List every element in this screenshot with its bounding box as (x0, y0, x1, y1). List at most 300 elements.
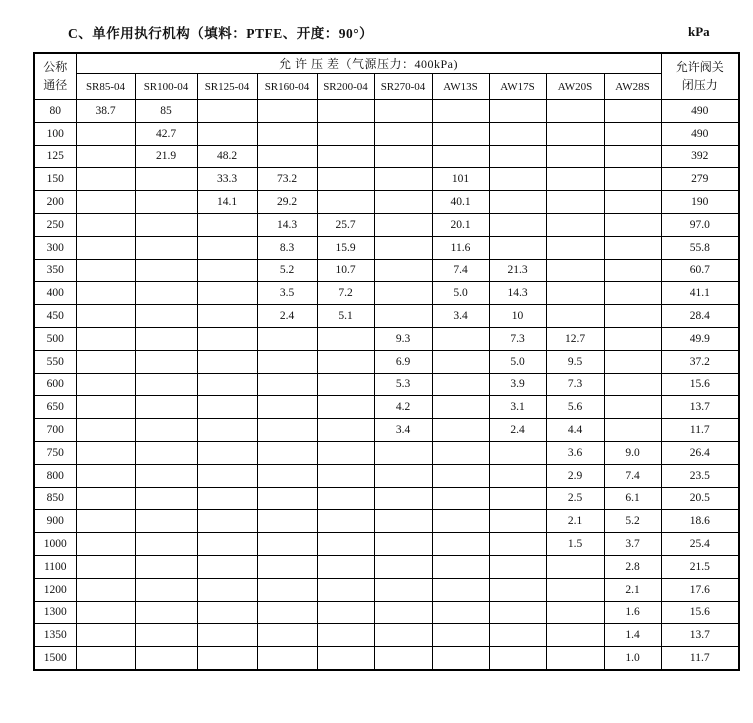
pressure-diff-cell: 11.6 (432, 236, 489, 259)
pressure-diff-cell (257, 601, 317, 624)
pressure-diff-cell (432, 533, 489, 556)
pressure-diff-cell: 9.3 (374, 327, 432, 350)
table-row (34, 396, 739, 419)
pressure-diff-cell: 6.9 (374, 350, 432, 373)
pressure-diff-cell (135, 464, 197, 487)
pressure-diff-cell (76, 373, 135, 396)
pressure-diff-cell (604, 213, 661, 236)
pressure-diff-cell (197, 396, 257, 419)
pressure-diff-cell (76, 213, 135, 236)
pressure-diff-cell (432, 373, 489, 396)
pressure-diff-cell: 29.2 (257, 191, 317, 214)
pressure-diff-cell (257, 533, 317, 556)
pressure-diff-cell (76, 419, 135, 442)
pressure-diff-cell (257, 464, 317, 487)
pressure-diff-cell (197, 487, 257, 510)
nominal-diameter-cell: 1000 (34, 533, 76, 556)
pressure-diff-cell (374, 168, 432, 191)
pressure-diff-cell (317, 396, 374, 419)
closing-pressure-cell: 279 (661, 168, 739, 191)
closing-pressure-cell: 490 (661, 122, 739, 145)
table-row (34, 122, 739, 145)
pressure-diff-cell (257, 555, 317, 578)
pressure-diff-cell (374, 236, 432, 259)
pressure-diff-cell (374, 578, 432, 601)
pressure-diff-cell (432, 487, 489, 510)
closing-pressure-cell: 190 (661, 191, 739, 214)
pressure-diff-cell (489, 533, 546, 556)
nominal-diameter-cell: 650 (34, 396, 76, 419)
pressure-diff-cell (197, 578, 257, 601)
pressure-diff-cell (257, 100, 317, 123)
pressure-diff-cell (135, 259, 197, 282)
pressure-table (33, 52, 740, 671)
pressure-diff-cell: 25.7 (317, 213, 374, 236)
pressure-diff-cell (604, 327, 661, 350)
pressure-diff-cell (432, 441, 489, 464)
pressure-diff-cell (317, 578, 374, 601)
pressure-diff-cell (257, 487, 317, 510)
pressure-diff-cell (374, 122, 432, 145)
closing-pressure-cell: 15.6 (661, 373, 739, 396)
pressure-diff-cell (135, 213, 197, 236)
actuator-model-header-row (34, 74, 739, 100)
closing-pressure-cell: 97.0 (661, 213, 739, 236)
closing-pressure-cell: 20.5 (661, 487, 739, 510)
table-row (34, 555, 739, 578)
pressure-diff-cell (374, 145, 432, 168)
pressure-diff-cell (604, 122, 661, 145)
pressure-diff-cell (135, 578, 197, 601)
pressure-diff-cell (604, 145, 661, 168)
pressure-diff-cell (374, 259, 432, 282)
table-row (34, 236, 739, 259)
pressure-diff-cell (76, 282, 135, 305)
table-row (34, 327, 739, 350)
pressure-diff-cell (76, 578, 135, 601)
pressure-diff-cell: 10 (489, 305, 546, 328)
pressure-diff-cell (135, 396, 197, 419)
closing-pressure-cell: 41.1 (661, 282, 739, 305)
pressure-diff-cell (76, 396, 135, 419)
pressure-diff-cell: 5.1 (317, 305, 374, 328)
pressure-diff-cell (489, 578, 546, 601)
nominal-diameter-cell: 80 (34, 100, 76, 123)
pressure-diff-cell (197, 213, 257, 236)
table-row (34, 100, 739, 123)
pressure-diff-cell: 1.6 (604, 601, 661, 624)
pressure-diff-cell: 15.9 (317, 236, 374, 259)
pressure-table-body (34, 100, 739, 670)
pressure-diff-cell: 33.3 (197, 168, 257, 191)
nominal-diameter-cell: 350 (34, 259, 76, 282)
table-row (34, 419, 739, 442)
pressure-diff-cell (489, 624, 546, 647)
pressure-diff-cell (432, 624, 489, 647)
pressure-diff-cell (374, 100, 432, 123)
pressure-diff-cell (197, 100, 257, 123)
pressure-diff-cell (546, 601, 604, 624)
pressure-diff-cell (135, 441, 197, 464)
column-header-sr200-04: SR200-04 (317, 74, 374, 100)
closing-pressure-cell: 15.6 (661, 601, 739, 624)
pressure-diff-cell (317, 373, 374, 396)
pressure-diff-cell (604, 419, 661, 442)
pressure-diff-cell: 3.7 (604, 533, 661, 556)
pressure-diff-cell (135, 487, 197, 510)
pressure-diff-cell (76, 145, 135, 168)
pressure-diff-cell: 5.0 (432, 282, 489, 305)
table-row (34, 601, 739, 624)
pressure-diff-cell (135, 510, 197, 533)
pressure-diff-cell (546, 578, 604, 601)
pressure-diff-cell: 5.0 (489, 350, 546, 373)
table-row (34, 350, 739, 373)
pressure-diff-cell (489, 464, 546, 487)
pressure-diff-cell: 8.3 (257, 236, 317, 259)
header-closing-pressure (661, 53, 739, 100)
pressure-diff-cell (76, 533, 135, 556)
pressure-diff-cell (197, 419, 257, 442)
pressure-diff-cell (197, 259, 257, 282)
column-header-aw13s: AW13S (432, 74, 489, 100)
nominal-diameter-cell: 250 (34, 213, 76, 236)
pressure-diff-cell (76, 510, 135, 533)
pressure-diff-cell (76, 305, 135, 328)
pressure-diff-cell (604, 100, 661, 123)
pressure-diff-cell: 3.9 (489, 373, 546, 396)
column-header-sr100-04: SR100-04 (135, 74, 197, 100)
section-title: C、单作用执行机构（填料：PTFE、开度：90°） (68, 26, 374, 41)
closing-pressure-cell: 11.7 (661, 419, 739, 442)
pressure-diff-cell (76, 441, 135, 464)
pressure-diff-cell (257, 578, 317, 601)
closing-pressure-cell: 17.6 (661, 578, 739, 601)
pressure-diff-cell: 5.2 (257, 259, 317, 282)
pressure-diff-cell (546, 122, 604, 145)
pressure-diff-cell (317, 419, 374, 442)
pressure-diff-cell (489, 441, 546, 464)
pressure-diff-cell (197, 510, 257, 533)
table-row (34, 533, 739, 556)
pressure-diff-cell (257, 145, 317, 168)
pressure-diff-cell: 101 (432, 168, 489, 191)
column-header-sr270-04: SR270-04 (374, 74, 432, 100)
pressure-diff-cell (374, 647, 432, 670)
table-row (34, 282, 739, 305)
pressure-diff-cell (197, 533, 257, 556)
pressure-diff-cell: 3.1 (489, 396, 546, 419)
title-bar (0, 20, 753, 44)
pressure-diff-cell (546, 213, 604, 236)
pressure-diff-cell (257, 327, 317, 350)
pressure-diff-cell (489, 191, 546, 214)
pressure-diff-cell (317, 624, 374, 647)
pressure-diff-cell (374, 282, 432, 305)
pressure-diff-cell (432, 419, 489, 442)
header-closing-pressure-line2: 闭压力 (681, 77, 718, 92)
nominal-diameter-cell: 700 (34, 419, 76, 442)
pressure-diff-cell (432, 578, 489, 601)
pressure-diff-cell (489, 145, 546, 168)
nominal-diameter-cell: 1300 (34, 601, 76, 624)
pressure-diff-cell (604, 373, 661, 396)
pressure-diff-cell: 1.0 (604, 647, 661, 670)
nominal-diameter-cell: 450 (34, 305, 76, 328)
pressure-diff-cell: 2.1 (546, 510, 604, 533)
pressure-diff-cell (489, 510, 546, 533)
nominal-diameter-cell: 750 (34, 441, 76, 464)
table-row (34, 145, 739, 168)
pressure-diff-cell (546, 168, 604, 191)
header-row-top (34, 53, 739, 74)
pressure-diff-cell: 5.3 (374, 373, 432, 396)
pressure-diff-cell: 21.3 (489, 259, 546, 282)
pressure-diff-cell (489, 555, 546, 578)
pressure-diff-cell (257, 373, 317, 396)
nominal-diameter-cell: 850 (34, 487, 76, 510)
pressure-diff-cell: 42.7 (135, 122, 197, 145)
pressure-diff-cell (432, 555, 489, 578)
pressure-diff-cell (432, 510, 489, 533)
pressure-diff-cell (546, 259, 604, 282)
pressure-diff-cell (374, 533, 432, 556)
nominal-diameter-cell: 1500 (34, 647, 76, 670)
pressure-diff-cell (197, 373, 257, 396)
pressure-diff-cell (374, 213, 432, 236)
column-header-aw28s: AW28S (604, 74, 661, 100)
nominal-diameter-cell: 1350 (34, 624, 76, 647)
header-closing-pressure-line1: 允许阀关 (675, 60, 724, 75)
pressure-diff-cell (76, 624, 135, 647)
pressure-diff-cell (546, 305, 604, 328)
pressure-diff-cell: 7.4 (604, 464, 661, 487)
pressure-diff-cell (489, 213, 546, 236)
pressure-diff-cell (135, 168, 197, 191)
pressure-diff-cell (374, 555, 432, 578)
closing-pressure-cell: 13.7 (661, 624, 739, 647)
pressure-diff-cell (135, 419, 197, 442)
pressure-diff-cell (317, 191, 374, 214)
pressure-diff-cell (257, 350, 317, 373)
pressure-diff-cell (76, 259, 135, 282)
pressure-diff-cell (374, 305, 432, 328)
pressure-diff-cell (135, 236, 197, 259)
table-row (34, 168, 739, 191)
pressure-diff-cell (546, 282, 604, 305)
table-row (34, 305, 739, 328)
table-row (34, 647, 739, 670)
pressure-diff-cell: 38.7 (76, 100, 135, 123)
pressure-diff-cell (489, 236, 546, 259)
closing-pressure-cell: 55.8 (661, 236, 739, 259)
pressure-diff-cell (604, 259, 661, 282)
pressure-diff-cell (317, 145, 374, 168)
pressure-diff-cell (317, 601, 374, 624)
pressure-diff-cell (257, 647, 317, 670)
pressure-diff-cell (76, 168, 135, 191)
pressure-diff-cell (317, 555, 374, 578)
pressure-diff-cell (135, 624, 197, 647)
pressure-diff-cell (317, 168, 374, 191)
pressure-diff-cell (489, 122, 546, 145)
table-row (34, 510, 739, 533)
pressure-diff-cell (135, 373, 197, 396)
nominal-diameter-cell: 150 (34, 168, 76, 191)
pressure-diff-cell: 73.2 (257, 168, 317, 191)
pressure-diff-cell: 2.9 (546, 464, 604, 487)
pressure-diff-cell (197, 236, 257, 259)
pressure-diff-cell (317, 464, 374, 487)
pressure-diff-cell (604, 350, 661, 373)
pressure-diff-cell (489, 647, 546, 670)
pressure-diff-cell: 5.6 (546, 396, 604, 419)
pressure-diff-cell (374, 487, 432, 510)
closing-pressure-cell: 60.7 (661, 259, 739, 282)
table-row (34, 373, 739, 396)
pressure-diff-cell (432, 145, 489, 168)
pressure-diff-cell (76, 464, 135, 487)
pressure-diff-cell: 20.1 (432, 213, 489, 236)
pressure-diff-cell: 9.5 (546, 350, 604, 373)
pressure-diff-cell (76, 555, 135, 578)
pressure-diff-cell (489, 487, 546, 510)
closing-pressure-cell: 26.4 (661, 441, 739, 464)
nominal-diameter-cell: 600 (34, 373, 76, 396)
pressure-diff-cell (76, 122, 135, 145)
closing-pressure-cell: 11.7 (661, 647, 739, 670)
pressure-diff-cell (489, 168, 546, 191)
pressure-diff-cell: 1.4 (604, 624, 661, 647)
pressure-diff-cell (374, 510, 432, 533)
table-row (34, 213, 739, 236)
nominal-diameter-cell: 900 (34, 510, 76, 533)
pressure-diff-cell (546, 647, 604, 670)
pressure-diff-cell (374, 191, 432, 214)
pressure-diff-cell (317, 327, 374, 350)
closing-pressure-cell: 23.5 (661, 464, 739, 487)
pressure-diff-cell (197, 464, 257, 487)
pressure-diff-cell (604, 396, 661, 419)
nominal-diameter-cell: 1100 (34, 555, 76, 578)
table-row (34, 259, 739, 282)
pressure-diff-cell: 85 (135, 100, 197, 123)
header-nominal-diameter-line1: 公称 (43, 60, 68, 75)
pressure-diff-cell (197, 624, 257, 647)
pressure-diff-cell (374, 441, 432, 464)
pressure-diff-cell (546, 236, 604, 259)
pressure-diff-cell (546, 100, 604, 123)
pressure-diff-cell: 40.1 (432, 191, 489, 214)
pressure-diff-cell (135, 191, 197, 214)
pressure-diff-cell (317, 122, 374, 145)
nominal-diameter-cell: 1200 (34, 578, 76, 601)
pressure-diff-cell (432, 122, 489, 145)
pressure-diff-cell (432, 396, 489, 419)
pressure-diff-cell: 9.0 (604, 441, 661, 464)
column-header-sr85-04: SR85-04 (76, 74, 135, 100)
closing-pressure-cell: 18.6 (661, 510, 739, 533)
pressure-diff-cell: 7.4 (432, 259, 489, 282)
nominal-diameter-cell: 125 (34, 145, 76, 168)
closing-pressure-cell: 392 (661, 145, 739, 168)
pressure-diff-cell: 14.1 (197, 191, 257, 214)
pressure-diff-cell (317, 533, 374, 556)
pressure-diff-cell: 12.7 (546, 327, 604, 350)
pressure-diff-cell: 4.2 (374, 396, 432, 419)
table-row (34, 191, 739, 214)
pressure-diff-cell (432, 327, 489, 350)
closing-pressure-cell: 28.4 (661, 305, 739, 328)
pressure-diff-cell (197, 601, 257, 624)
pressure-diff-cell: 3.4 (374, 419, 432, 442)
pressure-diff-cell (374, 464, 432, 487)
pressure-diff-cell: 1.5 (546, 533, 604, 556)
pressure-diff-cell (604, 168, 661, 191)
pressure-diff-cell: 7.3 (546, 373, 604, 396)
pressure-diff-cell: 21.9 (135, 145, 197, 168)
pressure-diff-cell (197, 327, 257, 350)
nominal-diameter-cell: 550 (34, 350, 76, 373)
pressure-diff-cell (374, 601, 432, 624)
header-nominal-diameter (34, 53, 76, 100)
pressure-diff-cell (257, 419, 317, 442)
pressure-diff-cell (546, 624, 604, 647)
column-header-sr125-04: SR125-04 (197, 74, 257, 100)
pressure-diff-cell (135, 601, 197, 624)
pressure-diff-cell (604, 236, 661, 259)
pressure-diff-cell (76, 191, 135, 214)
pressure-diff-cell: 3.4 (432, 305, 489, 328)
nominal-diameter-cell: 200 (34, 191, 76, 214)
pressure-diff-cell (76, 487, 135, 510)
nominal-diameter-cell: 300 (34, 236, 76, 259)
pressure-diff-cell (197, 282, 257, 305)
pressure-diff-cell (197, 555, 257, 578)
pressure-diff-cell (432, 647, 489, 670)
pressure-diff-cell (257, 510, 317, 533)
pressure-diff-cell (432, 350, 489, 373)
pressure-diff-cell (135, 647, 197, 670)
pressure-diff-cell (197, 647, 257, 670)
pressure-diff-cell (489, 100, 546, 123)
pressure-diff-cell (135, 327, 197, 350)
pressure-diff-cell (257, 624, 317, 647)
table-row (34, 624, 739, 647)
pressure-diff-cell (76, 647, 135, 670)
closing-pressure-cell: 25.4 (661, 533, 739, 556)
pressure-diff-cell (197, 305, 257, 328)
pressure-diff-cell: 4.4 (546, 419, 604, 442)
nominal-diameter-cell: 400 (34, 282, 76, 305)
pressure-diff-cell (604, 305, 661, 328)
table-row (34, 441, 739, 464)
pressure-diff-cell (317, 510, 374, 533)
pressure-diff-cell: 2.5 (546, 487, 604, 510)
pressure-diff-cell (546, 191, 604, 214)
pressure-diff-cell: 5.2 (604, 510, 661, 533)
pressure-diff-cell (135, 533, 197, 556)
pressure-diff-cell (197, 441, 257, 464)
pressure-diff-cell (432, 601, 489, 624)
pressure-diff-cell: 10.7 (317, 259, 374, 282)
pressure-diff-cell (257, 122, 317, 145)
pressure-diff-cell (135, 305, 197, 328)
header-nominal-diameter-line2: 通径 (43, 77, 68, 92)
pressure-diff-cell: 3.6 (546, 441, 604, 464)
nominal-diameter-cell: 100 (34, 122, 76, 145)
closing-pressure-cell: 21.5 (661, 555, 739, 578)
